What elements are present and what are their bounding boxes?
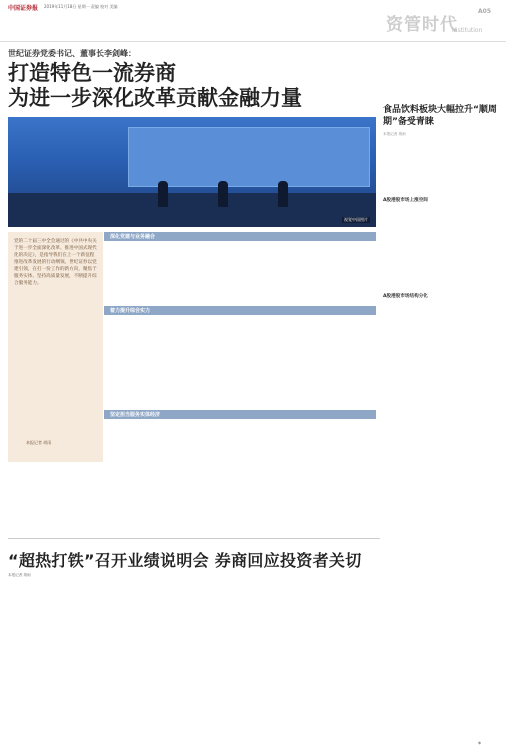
photo-caption: 视觉中国图片 [344,217,368,222]
section-subtitle: Institution [452,27,483,34]
stage [8,193,376,227]
right-subhead: A股港股市场结构分化 [383,294,428,299]
corner-mark: ◆ [478,740,482,745]
masthead-meta: 2019年11月18日 星期一 责编 校对 美编 [44,4,118,9]
section-title: 资管时代 [386,15,458,35]
divider [0,41,506,42]
sidebar-box [8,232,103,462]
divider [8,538,380,539]
second-author: 本报记者 胡雨 [8,573,31,577]
person-figure [218,181,228,207]
lead-photo [8,117,376,227]
newspaper-logo: 中国证券报 [8,5,39,12]
sidebar-author: 本报记者 胡雨 [26,440,52,445]
section-band: 深化党建与业务融合 [104,232,376,241]
section-band: 着力提升综合实力 [104,306,376,315]
right-author: 本报记者 胡雨 [383,132,406,136]
right-column [383,44,501,301]
headline-line-2: 为进一步深化改革贡献金融力量 [8,86,302,110]
sidebar-text: 党的二十届三中全会通过的《中共中央关于进一步全面深化改革、推进中国式现代化的决定》，是指导我们在上一个新征程推进改革发展的行动纲领。世纪证券以党建引领，在打一份工作的新方向，聚焦于服务实体、坚持高质量发展，不断提升综合服务能力。 [14,239,97,286]
section-band: 坚定担当服务实体经济 [104,410,376,419]
article-kicker: 世纪证券党委书记、董事长李剑峰： [8,49,136,58]
person-figure [158,181,168,207]
person-figure [278,181,288,207]
page-number: A05 [478,8,491,15]
right-subhead: A股港股市场上涨空间 [383,198,428,203]
article-headline [8,61,302,111]
second-headline: “超热打铁”召开业绩说明会 券商回应投资者关切 [8,551,362,570]
right-headline: 食品饮料板块大幅拉升“顺周期”备受青睐 [383,105,497,127]
headline-line-1: 打造特色一流券商 [8,61,176,85]
stage-screen [128,127,370,187]
